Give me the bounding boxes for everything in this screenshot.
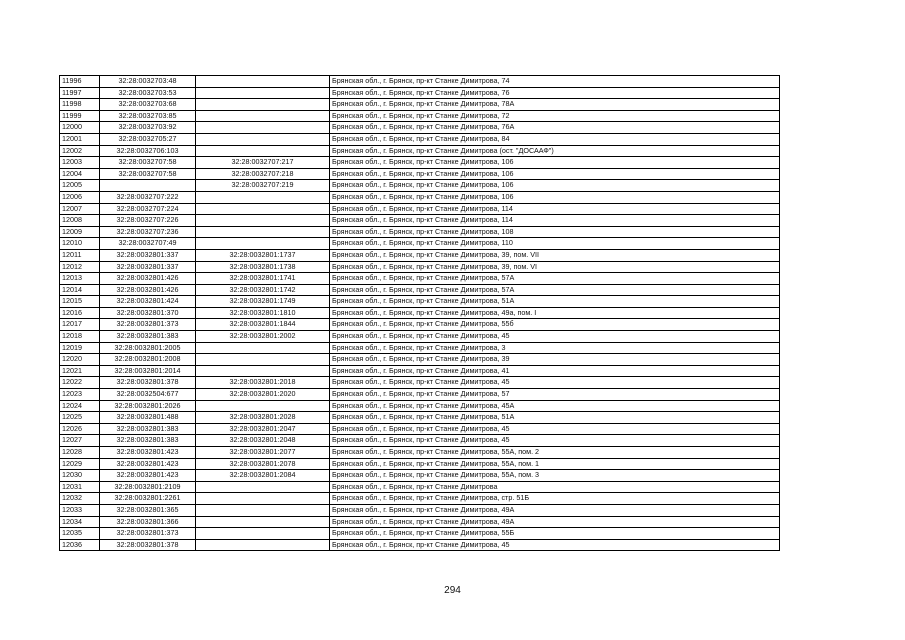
address-cell: Брянская обл., г. Брянск, пр-кт Станке Димитрова, 57 [330,389,780,401]
related-cadastral-number-cell [196,493,330,505]
related-cadastral-number-cell: 32:28:0032801:2078 [196,458,330,470]
row-number-cell: 12012 [60,261,100,273]
related-cadastral-number-cell [196,215,330,227]
related-cadastral-number-cell: 32:28:0032801:1844 [196,319,330,331]
row-number-cell: 11999 [60,110,100,122]
address-cell: Брянская обл., г. Брянск, пр-кт Станке Димитрова, 39 [330,354,780,366]
cadastral-number-cell: 32:28:0032703:92 [100,122,196,134]
table-row [60,331,780,343]
row-number-cell: 12011 [60,249,100,261]
address-cell: Брянская обл., г. Брянск, пр-кт Станке Димитрова, 49А [330,516,780,528]
table-row [60,215,780,227]
table-row [60,191,780,203]
address-cell: Брянская обл., г. Брянск, пр-кт Станке Димитрова (ост. "ДОСААФ") [330,145,780,157]
address-cell: Брянская обл., г. Брянск, пр-кт Станке Димитрова, 57А [330,273,780,285]
row-number-cell: 12034 [60,516,100,528]
address-cell: Брянская обл., г. Брянск, пр-кт Станке Димитрова, 84 [330,133,780,145]
related-cadastral-number-cell: 32:28:0032801:1737 [196,249,330,261]
address-cell: Брянская обл., г. Брянск, пр-кт Станке Димитрова, 49а, пом. I [330,307,780,319]
address-cell: Брянская обл., г. Брянск, пр-кт Станке Димитрова, 49А [330,504,780,516]
address-cell: Брянская обл., г. Брянск, пр-кт Станке Димитрова, 106 [330,168,780,180]
cadastral-number-cell: 32:28:0032703:85 [100,110,196,122]
table-row [60,481,780,493]
table-row [60,249,780,261]
related-cadastral-number-cell [196,99,330,111]
table-row [60,470,780,482]
related-cadastral-number-cell [196,342,330,354]
row-number-cell: 12004 [60,168,100,180]
cadastral-number-cell: 32:28:0032706:103 [100,145,196,157]
row-number-cell: 12015 [60,296,100,308]
address-cell: Брянская обл., г. Брянск, пр-кт Станке Димитрова, 76 [330,87,780,99]
table-row [60,168,780,180]
related-cadastral-number-cell: 32:28:0032801:2018 [196,377,330,389]
related-cadastral-number-cell [196,122,330,134]
address-cell: Брянская обл., г. Брянск, пр-кт Станке Димитрова, 55А, пом. 2 [330,447,780,459]
address-cell: Брянская обл., г. Брянск, пр-кт Станке Димитрова, 55А, пом. 3 [330,470,780,482]
cadastral-number-cell: 32:28:0032504:677 [100,389,196,401]
cadastral-number-cell: 32:28:0032801:383 [100,435,196,447]
cadastral-number-cell: 32:28:0032801:366 [100,516,196,528]
related-cadastral-number-cell [196,76,330,88]
row-number-cell: 12027 [60,435,100,447]
cadastral-number-cell: 32:28:0032801:383 [100,331,196,343]
cadastral-number-cell: 32:28:0032801:2261 [100,493,196,505]
related-cadastral-number-cell [196,133,330,145]
related-cadastral-number-cell: 32:28:0032707:219 [196,180,330,192]
table-row [60,539,780,551]
cadastral-number-cell: 32:28:0032801:365 [100,504,196,516]
address-cell: Брянская обл., г. Брянск, пр-кт Станке Димитрова, 45 [330,435,780,447]
table-row [60,87,780,99]
cadastral-number-cell: 32:28:0032707:224 [100,203,196,215]
row-number-cell: 12009 [60,226,100,238]
address-cell: Брянская обл., г. Брянск, пр-кт Станке Димитрова, 78А [330,99,780,111]
table-row [60,504,780,516]
table-row [60,145,780,157]
related-cadastral-number-cell: 32:28:0032801:2028 [196,412,330,424]
address-cell: Брянская обл., г. Брянск, пр-кт Станке Димитрова, 45 [330,423,780,435]
cadastral-number-cell: 32:28:0032703:68 [100,99,196,111]
table-row [60,412,780,424]
table-row [60,157,780,169]
table-row [60,493,780,505]
address-cell: Брянская обл., г. Брянск, пр-кт Станке Димитрова, 108 [330,226,780,238]
address-cell: Брянская обл., г. Брянск, пр-кт Станке Димитрова, 114 [330,215,780,227]
related-cadastral-number-cell [196,226,330,238]
cadastral-number-cell: 32:28:0032801:423 [100,447,196,459]
table-row [60,458,780,470]
address-cell: Брянская обл., г. Брянск, пр-кт Станке Димитрова, 57А [330,284,780,296]
table-row [60,307,780,319]
table-row [60,447,780,459]
row-number-cell: 12031 [60,481,100,493]
address-cell: Брянская обл., г. Брянск, пр-кт Станке Димитрова, 55Б [330,528,780,540]
row-number-cell: 12036 [60,539,100,551]
table-row [60,296,780,308]
address-cell: Брянская обл., г. Брянск, пр-кт Станке Димитрова, 72 [330,110,780,122]
address-cell: Брянская обл., г. Брянск, пр-кт Станке Димитрова, 51А [330,296,780,308]
address-cell: Брянская обл., г. Брянск, пр-кт Станке Димитрова, 45А [330,400,780,412]
cadastral-number-cell: 32:28:0032707:49 [100,238,196,250]
table-row [60,133,780,145]
records-table-body [60,76,780,551]
cadastral-number-cell: 32:28:0032801:426 [100,273,196,285]
address-cell: Брянская обл., г. Брянск, пр-кт Станке Димитрова, 74 [330,76,780,88]
address-cell: Брянская обл., г. Брянск, пр-кт Станке Димитрова, 45 [330,331,780,343]
table-row [60,180,780,192]
row-number-cell: 12035 [60,528,100,540]
related-cadastral-number-cell [196,528,330,540]
cadastral-number-cell: 32:28:0032707:58 [100,157,196,169]
address-cell: Брянская обл., г. Брянск, пр-кт Станке Димитрова, 106 [330,180,780,192]
related-cadastral-number-cell [196,400,330,412]
table-row [60,261,780,273]
table-row [60,389,780,401]
row-number-cell: 12033 [60,504,100,516]
table-row [60,284,780,296]
address-cell: Брянская обл., г. Брянск, пр-кт Станке Димитрова, 39, пом. VI [330,261,780,273]
row-number-cell: 12002 [60,145,100,157]
cadastral-number-cell: 32:28:0032801:426 [100,284,196,296]
cadastral-number-cell: 32:28:0032801:423 [100,470,196,482]
cadastral-number-cell: 32:28:0032801:370 [100,307,196,319]
table-row [60,99,780,111]
row-number-cell: 12010 [60,238,100,250]
table-row [60,435,780,447]
related-cadastral-number-cell [196,203,330,215]
related-cadastral-number-cell: 32:28:0032801:1742 [196,284,330,296]
table-row [60,354,780,366]
related-cadastral-number-cell [196,516,330,528]
related-cadastral-number-cell: 32:28:0032801:2084 [196,470,330,482]
related-cadastral-number-cell [196,87,330,99]
related-cadastral-number-cell [196,238,330,250]
row-number-cell: 12032 [60,493,100,505]
address-cell: Брянская обл., г. Брянск, пр-кт Станке Димитрова, 76А [330,122,780,134]
row-number-cell: 12000 [60,122,100,134]
cadastral-number-cell: 32:28:0032801:2109 [100,481,196,493]
address-cell: Брянская обл., г. Брянск, пр-кт Станке Димитрова, 55А, пом. 1 [330,458,780,470]
row-number-cell: 12017 [60,319,100,331]
related-cadastral-number-cell [196,145,330,157]
row-number-cell: 12008 [60,215,100,227]
table-row [60,203,780,215]
related-cadastral-number-cell [196,481,330,493]
cadastral-number-cell: 32:28:0032707:58 [100,168,196,180]
cadastral-number-cell: 32:28:0032801:423 [100,458,196,470]
table-row [60,110,780,122]
related-cadastral-number-cell: 32:28:0032801:2020 [196,389,330,401]
address-cell: Брянская обл., г. Брянск, пр-кт Станке Димитрова, 106 [330,191,780,203]
row-number-cell: 12016 [60,307,100,319]
row-number-cell: 12023 [60,389,100,401]
cadastral-number-cell: 32:28:0032705:27 [100,133,196,145]
address-cell: Брянская обл., г. Брянск, пр-кт Станке Димитрова, 45 [330,539,780,551]
related-cadastral-number-cell [196,191,330,203]
related-cadastral-number-cell: 32:28:0032801:2048 [196,435,330,447]
cadastral-number-cell: 32:28:0032801:2008 [100,354,196,366]
cadastral-number-cell: 32:28:0032801:373 [100,528,196,540]
cadastral-number-cell: 32:28:0032801:337 [100,249,196,261]
row-number-cell: 12007 [60,203,100,215]
related-cadastral-number-cell: 32:28:0032801:2002 [196,331,330,343]
related-cadastral-number-cell: 32:28:0032801:2077 [196,447,330,459]
table-row [60,528,780,540]
table-row [60,365,780,377]
table-row [60,516,780,528]
table-row [60,238,780,250]
related-cadastral-number-cell: 32:28:0032801:2047 [196,423,330,435]
cadastral-number-cell: 32:28:0032801:488 [100,412,196,424]
related-cadastral-number-cell [196,504,330,516]
row-number-cell: 12025 [60,412,100,424]
cadastral-number-cell: 32:28:0032801:424 [100,296,196,308]
cadastral-number-cell: 32:28:0032801:383 [100,423,196,435]
cadastral-number-cell: 32:28:0032801:2026 [100,400,196,412]
row-number-cell: 12020 [60,354,100,366]
cadastral-number-cell: 32:28:0032801:378 [100,377,196,389]
cadastral-number-cell: 32:28:0032703:53 [100,87,196,99]
related-cadastral-number-cell: 32:28:0032707:217 [196,157,330,169]
cadastral-number-cell: 32:28:0032801:373 [100,319,196,331]
address-cell: Брянская обл., г. Брянск, пр-кт Станке Димитрова, стр. 51Б [330,493,780,505]
table-row [60,319,780,331]
row-number-cell: 12026 [60,423,100,435]
address-cell: Брянская обл., г. Брянск, пр-кт Станке Димитрова, 110 [330,238,780,250]
related-cadastral-number-cell: 32:28:0032801:1741 [196,273,330,285]
row-number-cell: 12018 [60,331,100,343]
cadastral-number-cell: 32:28:0032801:2005 [100,342,196,354]
row-number-cell: 11998 [60,99,100,111]
address-cell: Брянская обл., г. Брянск, пр-кт Станке Димитрова, 39, пом. VII [330,249,780,261]
table-row [60,342,780,354]
row-number-cell: 12024 [60,400,100,412]
address-cell: Брянская обл., г. Брянск, пр-кт Станке Димитрова, 41 [330,365,780,377]
related-cadastral-number-cell [196,365,330,377]
row-number-cell: 12019 [60,342,100,354]
related-cadastral-number-cell [196,539,330,551]
table-row [60,423,780,435]
cadastral-number-cell: 32:28:0032703:48 [100,76,196,88]
row-number-cell: 12001 [60,133,100,145]
address-cell: Брянская обл., г. Брянск, пр-кт Станке Димитрова, 45 [330,377,780,389]
related-cadastral-number-cell [196,354,330,366]
table-row [60,76,780,88]
row-number-cell: 12013 [60,273,100,285]
address-cell: Брянская обл., г. Брянск, пр-кт Станке Димитрова, 114 [330,203,780,215]
row-number-cell: 12006 [60,191,100,203]
address-cell: Брянская обл., г. Брянск, пр-кт Станке Димитрова, 106 [330,157,780,169]
page-number: 294 [444,585,461,596]
row-number-cell: 12028 [60,447,100,459]
table-row [60,122,780,134]
related-cadastral-number-cell: 32:28:0032801:1738 [196,261,330,273]
row-number-cell: 12022 [60,377,100,389]
table-row [60,226,780,238]
row-number-cell: 12003 [60,157,100,169]
address-cell: Брянская обл., г. Брянск, пр-кт Станке Димитрова, 3 [330,342,780,354]
table-row [60,377,780,389]
cadastral-number-cell: 32:28:0032801:378 [100,539,196,551]
cadastral-number-cell: 32:28:0032707:236 [100,226,196,238]
records-table [59,75,780,551]
related-cadastral-number-cell: 32:28:0032707:218 [196,168,330,180]
row-number-cell: 11997 [60,87,100,99]
row-number-cell: 12030 [60,470,100,482]
cadastral-number-cell: 32:28:0032801:337 [100,261,196,273]
row-number-cell: 11996 [60,76,100,88]
cadastral-number-cell: 32:28:0032801:2014 [100,365,196,377]
cadastral-number-cell [100,180,196,192]
cadastral-number-cell: 32:28:0032707:222 [100,191,196,203]
related-cadastral-number-cell: 32:28:0032801:1810 [196,307,330,319]
row-number-cell: 12005 [60,180,100,192]
row-number-cell: 12014 [60,284,100,296]
address-cell: Брянская обл., г. Брянск, пр-кт Станке Димитрова, 55б [330,319,780,331]
cadastral-number-cell: 32:28:0032707:226 [100,215,196,227]
row-number-cell: 12021 [60,365,100,377]
table-row [60,400,780,412]
related-cadastral-number-cell [196,110,330,122]
related-cadastral-number-cell: 32:28:0032801:1749 [196,296,330,308]
address-cell: Брянская обл., г. Брянск, пр-кт Станке Димитрова, 51А [330,412,780,424]
address-cell: Брянская обл., г. Брянск, пр-кт Станке Димитрова [330,481,780,493]
row-number-cell: 12029 [60,458,100,470]
table-row [60,273,780,285]
